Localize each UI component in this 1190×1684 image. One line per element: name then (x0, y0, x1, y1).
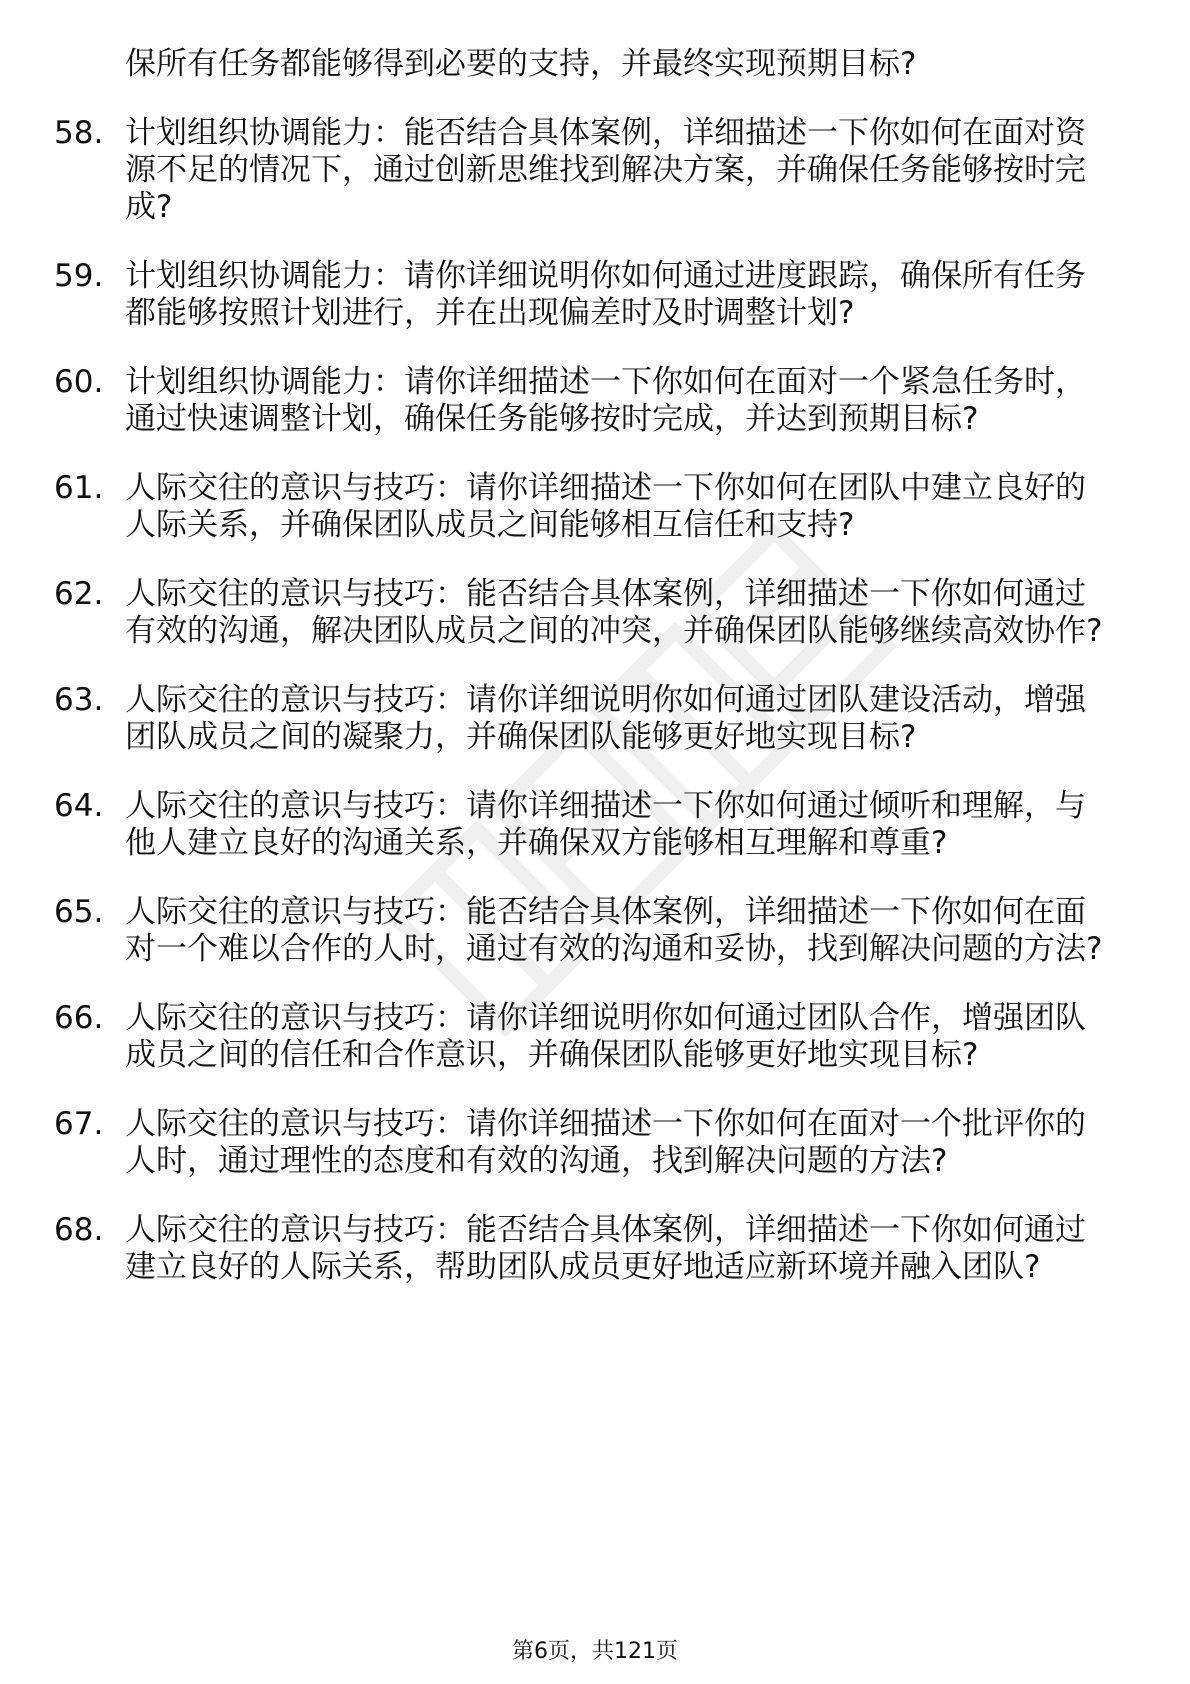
question-number: 62. (54, 576, 104, 612)
question-text: 人际交往的意识与技巧：请你详细描述一下你如何通过倾听和理解，与他人建立良好的沟通关系，并确保双方能够相互理解和尊重? (125, 788, 1086, 861)
question-item (54, 788, 1114, 862)
question-text: 人际交往的意识与技巧：能否结合具体案例，详细描述一下你如何通过建立良好的人际关系，帮助团队成员更好地适应新环境并融入团队? (125, 1212, 1086, 1285)
question-number: 61. (54, 470, 104, 506)
question-number: 64. (54, 788, 104, 824)
question-item (54, 894, 1114, 968)
question-text: 计划组织协调能力：请你详细描述一下你如何在面对一个紧急任务时，通过快速调整计划，确保任务能够按时完成，并达到预期目标? (125, 364, 1086, 437)
question-text: 人际交往的意识与技巧：能否结合具体案例，详细描述一下你如何在面对一个难以合作的人时，通过有效的沟通和妥协，找到解决问题的方法? (125, 894, 1103, 967)
question-item (54, 115, 1114, 226)
question-text: 计划组织协调能力：能否结合具体案例，详细描述一下你如何在面对资源不足的情况下，通过创新思维找到解决方案，并确保任务能够按时完成? (125, 115, 1086, 225)
question-text: 人际交往的意识与技巧：请你详细说明你如何通过团队合作，增强团队成员之间的信任和合作意识，并确保团队能够更好地实现目标? (125, 1000, 1086, 1073)
question-number: 58. (54, 115, 104, 151)
question-text: 计划组织协调能力：请你详细说明你如何通过进度跟踪，确保所有任务都能够按照计划进行，并在出现偏差时及时调整计划? (125, 258, 1086, 331)
question-text: 人际交往的意识与技巧：请你详细描述一下你如何在面对一个批评你的人时，通过理性的态度和有效的沟通，找到解决问题的方法? (125, 1106, 1086, 1179)
question-number: 59. (54, 258, 104, 294)
page-number-footer: 第6页，共121页 (512, 1639, 678, 1664)
continued-question-text: 保所有任务都能够得到必要的支持，并最终实现预期目标? (125, 46, 917, 82)
question-item (54, 364, 1114, 438)
question-text: 人际交往的意识与技巧：请你详细描述一下你如何在团队中建立良好的人际关系，并确保团队成员之间能够相互信任和支持? (125, 470, 1086, 543)
question-item (54, 576, 1114, 650)
question-number: 66. (54, 1000, 104, 1036)
question-number: 63. (54, 682, 104, 718)
question-number: 68. (54, 1212, 104, 1248)
question-item (54, 258, 1114, 332)
document-body (54, 46, 1114, 1318)
question-list (54, 115, 1114, 1286)
question-item (54, 470, 1114, 544)
question-item (54, 1212, 1114, 1286)
question-item (54, 682, 1114, 756)
question-number: 67. (54, 1106, 104, 1142)
question-text: 人际交往的意识与技巧：请你详细说明你如何通过团队建设活动，增强团队成员之间的凝聚力，并确保团队能够更好地实现目标? (125, 682, 1086, 755)
question-text: 人际交往的意识与技巧：能否结合具体案例，详细描述一下你如何通过有效的沟通，解决团队成员之间的冲突，并确保团队能够继续高效协作? (125, 576, 1103, 649)
question-number: 60. (54, 364, 104, 400)
question-number: 65. (54, 894, 104, 930)
question-item (54, 1106, 1114, 1180)
question-item (54, 1000, 1114, 1074)
